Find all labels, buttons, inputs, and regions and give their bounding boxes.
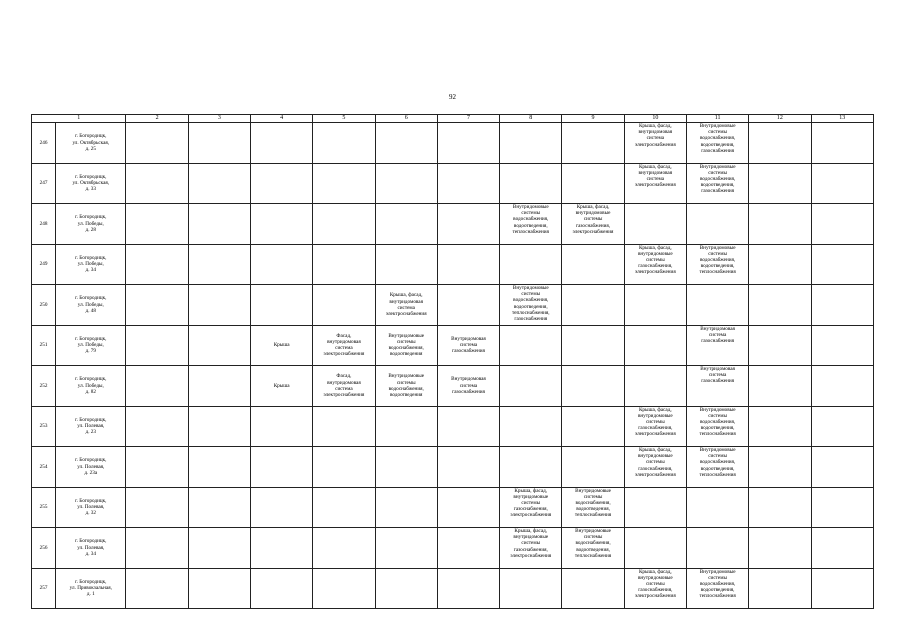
- cell-text: 251: [39, 342, 48, 349]
- cell-text: 255: [39, 504, 48, 511]
- work-cell: [749, 123, 811, 164]
- cell-text: Крыша, фасад, внутридомовые системы газоснабжения, электроснабжения: [634, 447, 676, 478]
- work-cell: [313, 568, 375, 609]
- work-cell: [375, 447, 437, 488]
- address-cell: [56, 325, 126, 366]
- work-cell: [749, 163, 811, 204]
- work-cell: [686, 285, 748, 326]
- cell-text: Крыша: [273, 342, 290, 349]
- cell-text: Внутридомовые системы водоснабжения, водоотведения: [388, 373, 425, 398]
- work-cell: [562, 204, 624, 245]
- work-cell: [375, 163, 437, 204]
- address-cell: [56, 528, 126, 569]
- cell-text: г. Богородицк, ул. Октябрьская, д. 33: [72, 173, 110, 193]
- work-cell: [437, 244, 499, 285]
- row-number-cell: [32, 163, 56, 204]
- work-cell: [811, 244, 873, 285]
- table-row: [32, 204, 874, 245]
- work-cell: [562, 163, 624, 204]
- work-cell: [500, 325, 562, 366]
- work-cell: [188, 123, 250, 164]
- work-cell: [811, 366, 873, 407]
- cell-text: 250: [39, 301, 48, 308]
- work-cell: [562, 366, 624, 407]
- cell-text: 247: [39, 180, 48, 187]
- cell-text: г. Богородицк, ул. Победы, д. 28: [75, 214, 107, 233]
- work-cell: [251, 244, 313, 285]
- row-number-cell: [32, 406, 56, 447]
- cell-text: Внутридомовая система газоснабжения: [700, 325, 735, 344]
- cell-text: Внутридомовая система газоснабжения: [451, 376, 486, 395]
- work-cell: [375, 204, 437, 245]
- column-header: 12: [749, 115, 811, 123]
- work-cell: [437, 285, 499, 326]
- cell-text: Внутридомовые системы водоснабжения, водоотведения, теплоснабжения: [512, 204, 549, 235]
- work-cell: [749, 244, 811, 285]
- work-cell: [500, 406, 562, 447]
- work-cell: [126, 163, 188, 204]
- work-cell: [749, 487, 811, 528]
- work-cell: [251, 163, 313, 204]
- column-header: 8: [500, 115, 562, 123]
- work-cell: [562, 123, 624, 164]
- address-cell: [56, 406, 126, 447]
- work-cell: [313, 487, 375, 528]
- work-cell: [749, 447, 811, 488]
- work-cell: [188, 325, 250, 366]
- work-cell: [500, 285, 562, 326]
- cell-text: г. Богородицк, ул. Полевая, д. 34: [75, 538, 107, 557]
- work-cell: [126, 123, 188, 164]
- work-cell: [313, 163, 375, 204]
- work-cell: [313, 285, 375, 326]
- work-cell: [686, 447, 748, 488]
- work-cell: [811, 487, 873, 528]
- work-cell: [437, 528, 499, 569]
- work-cell: [251, 528, 313, 569]
- work-cell: [375, 325, 437, 366]
- work-cell: [437, 366, 499, 407]
- work-cell: [500, 447, 562, 488]
- work-cell: [437, 487, 499, 528]
- column-header: 6: [375, 115, 437, 123]
- work-cell: [313, 528, 375, 569]
- work-cell: [562, 487, 624, 528]
- work-cell: [126, 487, 188, 528]
- address-cell: [56, 204, 126, 245]
- work-cell: [375, 285, 437, 326]
- cell-text: Внутридомовые системы водоснабжения, водоотведения, теплоснабжения: [699, 406, 736, 438]
- row-number-cell: [32, 447, 56, 488]
- work-cell: [251, 487, 313, 528]
- address-cell: [56, 244, 126, 285]
- work-cell: [624, 204, 686, 245]
- work-cell: [624, 487, 686, 528]
- cell-text: Внутридомовые системы водоснабжения, водоотведения, теплоснабжения, газоснабжения: [511, 285, 550, 323]
- cell-text: Внутридомовые системы водоснабжения, водоотведения, теплоснабжения: [699, 244, 736, 276]
- cell-text: Внутридомовая система газоснабжения: [451, 335, 486, 355]
- work-cell: [749, 528, 811, 569]
- work-cell: [500, 366, 562, 407]
- work-cell: [686, 528, 748, 569]
- work-cell: [437, 325, 499, 366]
- work-cell: [126, 366, 188, 407]
- work-cell: [686, 244, 748, 285]
- work-cell: [562, 285, 624, 326]
- cell-text: Внутридомовые системы водоснабжения, водоотведения, газоснабжения: [699, 163, 736, 195]
- cell-text: Внутридомовые системы водоснабжения, водоотведения: [388, 332, 425, 358]
- cell-text: Крыша, фасад, внутридомовая система электроснабжения: [634, 123, 676, 148]
- work-cell: [251, 325, 313, 366]
- table-row: [32, 366, 874, 407]
- address-cell: [56, 568, 126, 609]
- row-number-cell: [32, 487, 56, 528]
- work-cell: [313, 366, 375, 407]
- row-number-cell: [32, 204, 56, 245]
- work-cell: [562, 406, 624, 447]
- row-number-cell: [32, 366, 56, 407]
- table-row: [32, 447, 874, 488]
- work-cell: [811, 406, 873, 447]
- table-header-row: [32, 115, 874, 123]
- work-cell: [126, 568, 188, 609]
- work-cell: [251, 204, 313, 245]
- column-header: 3: [188, 115, 250, 123]
- work-cell: [500, 528, 562, 569]
- work-cell: [811, 325, 873, 366]
- work-cell: [624, 528, 686, 569]
- work-cell: [500, 487, 562, 528]
- cell-text: Крыша, фасад, внутридомовые системы газоснабжения, электроснабжения: [572, 204, 614, 235]
- work-cell: [500, 204, 562, 245]
- work-cell: [188, 204, 250, 245]
- row-number-cell: [32, 285, 56, 326]
- work-cell: [251, 366, 313, 407]
- work-cell: [811, 163, 873, 204]
- column-header: 11: [686, 115, 748, 123]
- work-cell: [686, 123, 748, 164]
- work-cell: [126, 528, 188, 569]
- work-cell: [686, 487, 748, 528]
- table-row: [32, 528, 874, 569]
- page-number: 92: [449, 93, 456, 101]
- cell-text: Внутридомовые системы водоснабжения, водоотведения, теплоснабжения: [699, 568, 736, 600]
- work-cell: [437, 163, 499, 204]
- cell-text: Крыша, фасад, внутридомовые системы газоснабжения, электроснабжения: [634, 406, 676, 438]
- cell-text: Внутридомовая система газоснабжения: [700, 366, 735, 385]
- work-cell: [624, 406, 686, 447]
- column-header: 2: [126, 115, 188, 123]
- work-cell: [562, 325, 624, 366]
- cell-text: 249: [39, 261, 48, 268]
- work-cell: [313, 406, 375, 447]
- work-cell: [811, 204, 873, 245]
- row-number-cell: [32, 325, 56, 366]
- repair-schedule-table: [31, 114, 874, 609]
- cell-text: г. Богородицк, ул. Полевая, д. 23а: [75, 457, 107, 476]
- work-cell: [188, 568, 250, 609]
- cell-text: 253: [39, 423, 48, 430]
- work-cell: [188, 406, 250, 447]
- work-cell: [313, 123, 375, 164]
- column-header: 9: [562, 115, 624, 123]
- row-number-cell: [32, 528, 56, 569]
- cell-text: г. Богородицк, ул. Привокзальная, д. 1: [69, 578, 112, 598]
- cell-text: Внутридомовые системы водоснабжения, водоотведения, газоснабжения: [699, 123, 736, 154]
- cell-text: Внутридомовые системы водоснабжения, водоотведения, теплоснабжения: [699, 447, 736, 478]
- work-cell: [437, 123, 499, 164]
- cell-text: 254: [39, 463, 48, 470]
- work-cell: [811, 123, 873, 164]
- cell-text: Крыша: [273, 382, 290, 389]
- cell-text: Крыша, фасад, внутридомовая система электроснабжения: [634, 163, 676, 189]
- work-cell: [562, 447, 624, 488]
- work-cell: [562, 528, 624, 569]
- work-cell: [251, 406, 313, 447]
- table-row: [32, 568, 874, 609]
- cell-text: Крыша, фасад, внутридомовые системы газоснабжения, электроснабжения: [510, 528, 552, 559]
- work-cell: [749, 285, 811, 326]
- row-number-cell: [32, 123, 56, 164]
- cell-text: 248: [39, 220, 48, 227]
- work-cell: [749, 204, 811, 245]
- work-cell: [624, 568, 686, 609]
- table-row: [32, 123, 874, 164]
- work-cell: [500, 244, 562, 285]
- work-cell: [624, 366, 686, 407]
- cell-text: г. Богородицк, ул. Победы, д. 34: [75, 254, 107, 274]
- work-cell: [126, 406, 188, 447]
- work-cell: [437, 568, 499, 609]
- work-cell: [562, 568, 624, 609]
- work-cell: [624, 285, 686, 326]
- work-cell: [811, 568, 873, 609]
- work-cell: [375, 568, 437, 609]
- cell-text: 257: [39, 585, 48, 592]
- work-cell: [313, 447, 375, 488]
- cell-text: 252: [39, 382, 48, 389]
- work-cell: [811, 528, 873, 569]
- work-cell: [624, 123, 686, 164]
- column-header: 5: [313, 115, 375, 123]
- column-header: 1: [32, 115, 126, 123]
- work-cell: [251, 568, 313, 609]
- work-cell: [188, 447, 250, 488]
- column-header: 10: [624, 115, 686, 123]
- cell-text: г. Богородицк, ул. Полевая, д. 23: [75, 416, 107, 436]
- work-cell: [375, 244, 437, 285]
- work-cell: [188, 528, 250, 569]
- work-cell: [437, 406, 499, 447]
- work-cell: [624, 447, 686, 488]
- cell-text: г. Богородицк, ул. Победы, д. 48: [75, 295, 107, 314]
- work-cell: [811, 285, 873, 326]
- cell-text: Крыша, фасад, внутридомовые системы газоснабжения, электроснабжения: [510, 487, 552, 519]
- work-cell: [749, 366, 811, 407]
- work-cell: [624, 163, 686, 204]
- work-cell: [686, 568, 748, 609]
- work-cell: [562, 244, 624, 285]
- row-number-cell: [32, 244, 56, 285]
- work-cell: [749, 568, 811, 609]
- address-cell: [56, 447, 126, 488]
- work-cell: [313, 244, 375, 285]
- work-cell: [188, 487, 250, 528]
- work-cell: [251, 123, 313, 164]
- work-cell: [375, 528, 437, 569]
- work-cell: [749, 406, 811, 447]
- work-cell: [126, 285, 188, 326]
- cell-text: Внутридомовые системы водоснабжения, водоотведения, теплоснабжения: [574, 487, 612, 519]
- work-cell: [188, 163, 250, 204]
- cell-text: г. Богородицк, ул. Победы, д. 82: [75, 376, 107, 395]
- work-cell: [437, 204, 499, 245]
- work-cell: [375, 406, 437, 447]
- work-cell: [375, 487, 437, 528]
- column-header: 7: [437, 115, 499, 123]
- work-cell: [624, 244, 686, 285]
- cell-text: Внутридомовые системы водоснабжения, водоотведения, теплоснабжения: [574, 528, 612, 559]
- cell-text: Крыша, фасад, внутридомовая система электроснабжения: [385, 292, 427, 317]
- work-cell: [686, 366, 748, 407]
- work-cell: [437, 447, 499, 488]
- table-row: [32, 325, 874, 366]
- work-cell: [126, 204, 188, 245]
- cell-text: 256: [39, 544, 48, 551]
- work-cell: [126, 447, 188, 488]
- table-row: [32, 285, 874, 326]
- row-number-cell: [32, 568, 56, 609]
- work-cell: [126, 244, 188, 285]
- work-cell: [686, 163, 748, 204]
- work-cell: [686, 406, 748, 447]
- table-row: [32, 163, 874, 204]
- work-cell: [188, 285, 250, 326]
- address-cell: [56, 123, 126, 164]
- work-cell: [811, 447, 873, 488]
- cell-text: г. Богородицк, ул. Полевая, д. 32: [75, 497, 107, 517]
- work-cell: [126, 325, 188, 366]
- cell-text: Крыша, фасад, внутридомовые системы газоснабжения, электроснабжения: [634, 244, 676, 276]
- table-row: [32, 244, 874, 285]
- work-cell: [375, 366, 437, 407]
- work-cell: [251, 447, 313, 488]
- address-cell: [56, 163, 126, 204]
- work-cell: [624, 325, 686, 366]
- cell-text: 246: [39, 139, 48, 146]
- work-cell: [500, 163, 562, 204]
- cell-text: г. Богородицк, ул. Октябрьская, д. 25: [72, 133, 110, 152]
- work-cell: [686, 204, 748, 245]
- column-header: 13: [811, 115, 873, 123]
- work-cell: [749, 325, 811, 366]
- work-cell: [313, 204, 375, 245]
- column-header: 4: [251, 115, 313, 123]
- address-cell: [56, 487, 126, 528]
- work-cell: [375, 123, 437, 164]
- address-cell: [56, 285, 126, 326]
- cell-text: Фасад, внутридомовая система электроснабжения: [323, 332, 365, 358]
- work-cell: [251, 285, 313, 326]
- work-cell: [500, 568, 562, 609]
- cell-text: г. Богородицк, ул. Победы, д. 79: [75, 335, 107, 355]
- work-cell: [188, 244, 250, 285]
- table-row: [32, 487, 874, 528]
- work-cell: [313, 325, 375, 366]
- cell-text: Крыша, фасад, внутридомовые системы газоснабжения, электроснабжения: [634, 568, 676, 600]
- table-row: [32, 406, 874, 447]
- cell-text: Фасад, внутридомовая система электроснабжения: [323, 373, 365, 398]
- work-cell: [188, 366, 250, 407]
- work-cell: [686, 325, 748, 366]
- work-cell: [500, 123, 562, 164]
- address-cell: [56, 366, 126, 407]
